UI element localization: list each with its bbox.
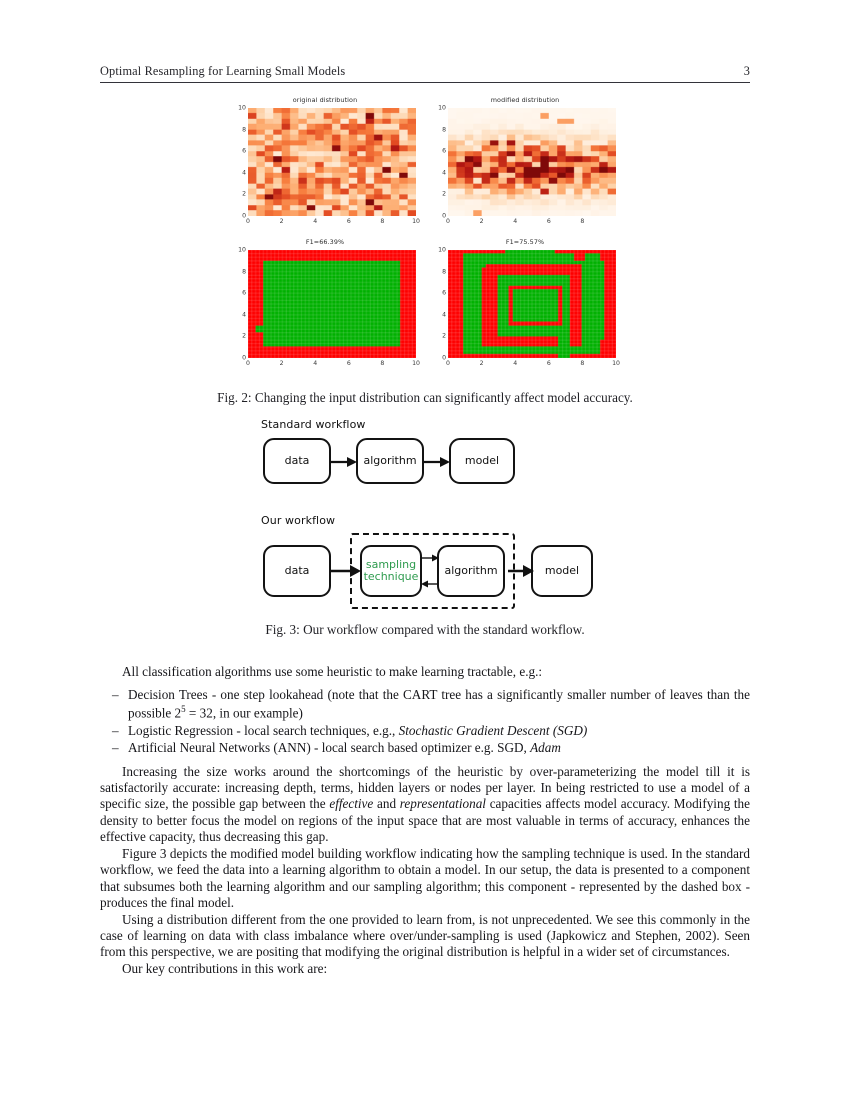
plot-modified-distribution — [432, 96, 618, 228]
plot-title-f1-original: F1=66.39% — [305, 238, 345, 246]
x-tick-label: 6 — [546, 360, 551, 367]
y-tick-label: 2 — [442, 190, 446, 198]
x-tick-label: 4 — [513, 218, 518, 225]
x-tick-label: 8 — [580, 360, 585, 367]
x-tick-label: 10 — [612, 360, 620, 367]
list-bullet-dash: – — [112, 740, 119, 756]
para1-part-c: capacities affects model accuracy. Modifying the density to better focus the model on regions of the input space that are most valuable in terms of accuracy, enhances the effective capacity, thus decreasing this gap. — [100, 796, 750, 845]
y-tick-label: 0 — [242, 354, 246, 362]
list-item — [112, 722, 750, 739]
figure-2 — [232, 96, 618, 380]
y-tick-label: 10 — [238, 246, 246, 254]
intro-paragraph: All classification algorithms use some heuristic to make learning tractable, e.g.: — [122, 664, 543, 679]
y-tick-label: 0 — [442, 354, 446, 362]
arrow-data-to-sampling — [329, 561, 363, 581]
arrow-sampling-to-algorithm — [420, 552, 440, 564]
x-tick-label: 4 — [313, 360, 318, 367]
x-tick-label: 6 — [346, 218, 351, 225]
arrow-data-to-algorithm — [329, 452, 359, 472]
para1-part-b: and — [373, 796, 400, 812]
our-node-sampling-technique[interactable] — [360, 545, 422, 597]
heatmap-original-canvas — [248, 108, 416, 216]
x-tick-label: 4 — [313, 218, 318, 225]
paragraph-contributions: Our key contributions in this work are: — [122, 960, 328, 976]
sampling-technique-line-2: technique — [363, 570, 419, 583]
bullet-1-italic: Stochastic Gradient Descent (SGD) — [398, 722, 588, 738]
x-tick-label: 0 — [446, 360, 450, 367]
y-tick-label: 10 — [438, 104, 446, 112]
bullet-0-post: = 32, in our example) — [185, 705, 303, 721]
x-tick-label: 8 — [380, 218, 385, 225]
standard-node-model[interactable]: model — [449, 438, 515, 484]
standard-node-data[interactable]: data — [263, 438, 331, 484]
y-tick-label: 8 — [442, 268, 446, 276]
y-tick-label: 0 — [242, 212, 246, 220]
y-tick-label: 10 — [238, 104, 246, 112]
standard-node-algorithm[interactable]: algorithm — [356, 438, 424, 484]
figure-2-bottom-row — [232, 238, 618, 370]
heatmap-modified-canvas — [448, 108, 616, 216]
y-tick-label: 2 — [242, 332, 246, 340]
decision-surface-original-canvas — [248, 250, 416, 358]
x-tick-label: 2 — [479, 218, 484, 225]
y-tick-label: 0 — [442, 212, 446, 220]
x-tick-label: 0 — [246, 360, 250, 367]
para1-part-a: Increasing the size works around the shortcomings of the heuristic by over-parameterizing the model till it is satisfactorily accurate: increasing depth, terms, hidden layers or nodes per layer. In being restricted to use a model of a specific size, the possible gap between the — [100, 763, 750, 812]
plot-f1-modified — [432, 238, 618, 370]
x-tick-label: 2 — [479, 360, 484, 367]
y-tick-label: 8 — [442, 126, 446, 134]
para1-italic-effective: effective — [329, 796, 374, 812]
plot-f1-original — [232, 238, 418, 370]
arrow-algorithm-to-sampling — [420, 578, 440, 590]
plot-title-original: original distribution — [292, 96, 358, 104]
x-tick-label: 8 — [580, 218, 585, 225]
page-number: 3 — [743, 64, 750, 78]
y-tick-label: 10 — [438, 246, 446, 254]
figure-2-caption: Fig. 2: Changing the input distribution can significantly affect model accuracy. — [217, 390, 633, 405]
axes-f1-modified — [448, 250, 616, 358]
x-tick-label: 2 — [279, 218, 284, 225]
y-tick-label: 4 — [442, 169, 446, 177]
list-bullet-dash: – — [112, 722, 119, 738]
decision-surface-modified-canvas — [448, 250, 616, 358]
paragraph-imbalance: Using a distribution different from the one provided to learn from, is not unprecedented. We see this commonly in the case of learning on data with class imbalance where over/under-sampling is used (Japkowicz and Stephen, 2002). Seen from this perspective, we are positing that modifying the original distribution is helpful in a wider set of circumstances. — [100, 911, 750, 960]
heuristics-list — [100, 687, 750, 756]
x-tick-label: 4 — [513, 360, 518, 367]
plot-body-f1-modified — [432, 246, 620, 370]
list-item — [112, 740, 750, 756]
body-text — [100, 664, 750, 977]
our-node-algorithm[interactable]: algorithm — [437, 545, 505, 597]
y-tick-label: 4 — [442, 311, 446, 319]
paragraph-workflow: Figure 3 depicts the modified model building workflow indicating how the sampling technique is used. In the standard workflow, we feed the data into a learning algorithm to obtain a model. In our setup, the data is presented to a component that subsumes both the learning algorithm and our sampling algorithm; this component - represented by the dashed box - produces the final model. — [100, 845, 750, 911]
figure-2-top-row — [232, 96, 618, 228]
axes-modified — [448, 108, 616, 216]
bullet-2-pre: Artificial Neural Networks (ANN) - local search based optimizer e.g. SGD, — [128, 740, 531, 756]
axes-f1-original — [248, 250, 416, 358]
y-tick-label: 8 — [242, 126, 246, 134]
standard-workflow-label: Standard workflow — [261, 418, 366, 431]
y-tick-label: 6 — [442, 147, 446, 155]
list-item — [112, 687, 750, 721]
running-header — [100, 64, 750, 79]
x-tick-label: 6 — [346, 360, 351, 367]
y-tick-label: 4 — [242, 311, 246, 319]
y-tick-label: 2 — [242, 190, 246, 198]
plot-title-modified: modified distribution — [490, 96, 560, 104]
y-tick-label: 6 — [242, 147, 246, 155]
our-node-data[interactable]: data — [263, 545, 331, 597]
y-tick-label: 6 — [442, 289, 446, 297]
x-tick-label: 10 — [412, 360, 420, 367]
x-tick-label: 8 — [380, 360, 385, 367]
x-tick-label: 10 — [412, 218, 420, 225]
sampling-technique-line-1: sampling — [365, 557, 417, 571]
our-workflow-label: Our workflow — [261, 514, 336, 527]
x-tick-label: 0 — [446, 218, 450, 225]
plot-title-f1-modified: F1=75.57% — [505, 238, 545, 246]
para1-italic-representational: representational — [399, 796, 486, 812]
y-tick-label: 8 — [242, 268, 246, 276]
header-rule — [100, 82, 750, 83]
bullet-1-pre: Logistic Regression - local search techniques, e.g., — [128, 722, 399, 738]
y-tick-label: 6 — [242, 289, 246, 297]
bullet-2-italic: Adam — [530, 740, 561, 756]
y-tick-label: 2 — [442, 332, 446, 340]
plot-body-f1-original — [232, 246, 420, 370]
x-tick-label: 2 — [279, 360, 284, 367]
bullet-0-pre: Decision Trees - one step lookahead (note that the CART tree has a significantly smaller number of leaves than the possible 2 — [128, 687, 750, 721]
list-bullet-dash: – — [112, 687, 119, 703]
figure-3 — [255, 418, 595, 614]
plot-body-modified — [432, 104, 618, 228]
our-node-model[interactable]: model — [531, 545, 593, 597]
plot-body-original — [232, 104, 420, 228]
y-tick-label: 4 — [242, 169, 246, 177]
running-title: Optimal Resampling for Learning Small Models — [100, 64, 346, 78]
bullet-0-superscript: 5 — [181, 703, 186, 714]
plot-original-distribution — [232, 96, 418, 228]
arrow-component-to-model — [506, 561, 536, 581]
arrow-algorithm-to-model — [422, 452, 452, 472]
figure-3-caption: Fig. 3: Our workflow compared with the standard workflow. — [265, 622, 585, 637]
axes-original — [248, 108, 416, 216]
x-tick-label: 0 — [246, 218, 250, 225]
x-tick-label: 6 — [546, 218, 551, 225]
paragraph-capacity — [100, 764, 750, 846]
